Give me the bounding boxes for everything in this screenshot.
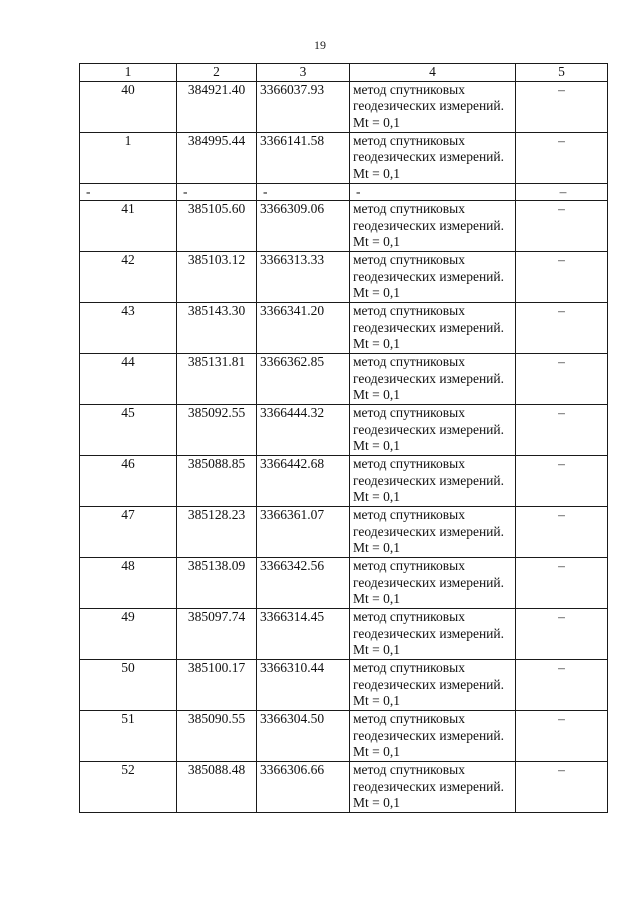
table-row (80, 558, 608, 609)
table-row (80, 660, 608, 711)
point-number-cell: - (80, 183, 177, 201)
x-coordinate-cell: 385097.74 (177, 609, 257, 660)
y-coordinate-cell: 3366341.20 (257, 303, 350, 354)
point-number-cell: 46 (80, 456, 177, 507)
x-coordinate-cell: 384921.40 (177, 81, 257, 132)
point-number-cell: 41 (80, 201, 177, 252)
note-cell: – (516, 201, 608, 252)
point-number-cell: 43 (80, 303, 177, 354)
method-cell: метод спутниковых геодезических измерений. Mt = 0,1 (350, 405, 516, 456)
page-number: 19 (314, 38, 326, 52)
table-row (80, 252, 608, 303)
x-coordinate-cell: 385138.09 (177, 558, 257, 609)
x-coordinate-cell: 385090.55 (177, 711, 257, 762)
method-cell: метод спутниковых геодезических измерений. Mt = 0,1 (350, 762, 516, 813)
y-coordinate-cell: 3366342.56 (257, 558, 350, 609)
method-cell: метод спутниковых геодезических измерений. Mt = 0,1 (350, 81, 516, 132)
note-cell: – (516, 660, 608, 711)
column-header-1: 1 (80, 64, 177, 82)
x-coordinate-cell: 385105.60 (177, 201, 257, 252)
table-row (80, 354, 608, 405)
y-coordinate-cell: 3366141.58 (257, 132, 350, 183)
note-cell: – (516, 252, 608, 303)
table-row (80, 132, 608, 183)
note-cell: – (516, 456, 608, 507)
y-coordinate-cell: 3366306.66 (257, 762, 350, 813)
y-coordinate-cell: - (257, 183, 350, 201)
table-row (80, 456, 608, 507)
table-row (80, 303, 608, 354)
method-cell: метод спутниковых геодезических измерений. Mt = 0,1 (350, 252, 516, 303)
y-coordinate-cell: 3366309.06 (257, 201, 350, 252)
table-separator-row (80, 183, 608, 201)
method-cell: метод спутниковых геодезических измерений. Mt = 0,1 (350, 456, 516, 507)
method-cell: метод спутниковых геодезических измерений. Mt = 0,1 (350, 660, 516, 711)
note-cell: – (516, 303, 608, 354)
y-coordinate-cell: 3366361.07 (257, 507, 350, 558)
y-coordinate-cell: 3366314.45 (257, 609, 350, 660)
y-coordinate-cell: 3366037.93 (257, 81, 350, 132)
x-coordinate-cell: 385088.48 (177, 762, 257, 813)
table-body (80, 81, 608, 813)
note-cell: – (516, 711, 608, 762)
note-cell: – (516, 81, 608, 132)
point-number-cell: 44 (80, 354, 177, 405)
method-cell: - (350, 183, 516, 201)
x-coordinate-cell: 385100.17 (177, 660, 257, 711)
y-coordinate-cell: 3366310.44 (257, 660, 350, 711)
point-number-cell: 48 (80, 558, 177, 609)
table-header-row (80, 64, 608, 82)
y-coordinate-cell: 3366304.50 (257, 711, 350, 762)
column-header-2: 2 (177, 64, 257, 82)
x-coordinate-cell: 385128.23 (177, 507, 257, 558)
point-number-cell: 45 (80, 405, 177, 456)
method-cell: метод спутниковых геодезических измерений. Mt = 0,1 (350, 303, 516, 354)
method-cell: метод спутниковых геодезических измерений. Mt = 0,1 (350, 507, 516, 558)
method-cell: метод спутниковых геодезических измерений. Mt = 0,1 (350, 711, 516, 762)
method-cell: метод спутниковых геодезических измерений. Mt = 0,1 (350, 354, 516, 405)
note-cell: – (516, 507, 608, 558)
method-cell: метод спутниковых геодезических измерений. Mt = 0,1 (350, 558, 516, 609)
point-number-cell: 52 (80, 762, 177, 813)
table-row (80, 609, 608, 660)
point-number-cell: 42 (80, 252, 177, 303)
method-cell: метод спутниковых геодезических измерений. Mt = 0,1 (350, 609, 516, 660)
y-coordinate-cell: 3366362.85 (257, 354, 350, 405)
note-cell: – (516, 762, 608, 813)
point-number-cell: 50 (80, 660, 177, 711)
note-cell: – (516, 558, 608, 609)
x-coordinate-cell: 385131.81 (177, 354, 257, 405)
point-number-cell: 47 (80, 507, 177, 558)
method-cell: метод спутниковых геодезических измерений. Mt = 0,1 (350, 201, 516, 252)
table-row (80, 405, 608, 456)
point-number-cell: 40 (80, 81, 177, 132)
x-coordinate-cell: 384995.44 (177, 132, 257, 183)
table-row (80, 507, 608, 558)
table-row (80, 711, 608, 762)
x-coordinate-cell: - (177, 183, 257, 201)
note-cell: – (516, 405, 608, 456)
x-coordinate-cell: 385103.12 (177, 252, 257, 303)
coordinates-table (79, 63, 608, 813)
table-row (80, 81, 608, 132)
x-coordinate-cell: 385143.30 (177, 303, 257, 354)
column-header-5: 5 (516, 64, 608, 82)
table-row (80, 762, 608, 813)
note-cell: – (516, 354, 608, 405)
point-number-cell: 1 (80, 132, 177, 183)
note-cell: – (516, 183, 608, 201)
column-header-4: 4 (350, 64, 516, 82)
y-coordinate-cell: 3366313.33 (257, 252, 350, 303)
point-number-cell: 49 (80, 609, 177, 660)
note-cell: – (516, 609, 608, 660)
note-cell: – (516, 132, 608, 183)
x-coordinate-cell: 385088.85 (177, 456, 257, 507)
column-header-3: 3 (257, 64, 350, 82)
table-row (80, 201, 608, 252)
method-cell: метод спутниковых геодезических измерений. Mt = 0,1 (350, 132, 516, 183)
point-number-cell: 51 (80, 711, 177, 762)
y-coordinate-cell: 3366444.32 (257, 405, 350, 456)
x-coordinate-cell: 385092.55 (177, 405, 257, 456)
y-coordinate-cell: 3366442.68 (257, 456, 350, 507)
